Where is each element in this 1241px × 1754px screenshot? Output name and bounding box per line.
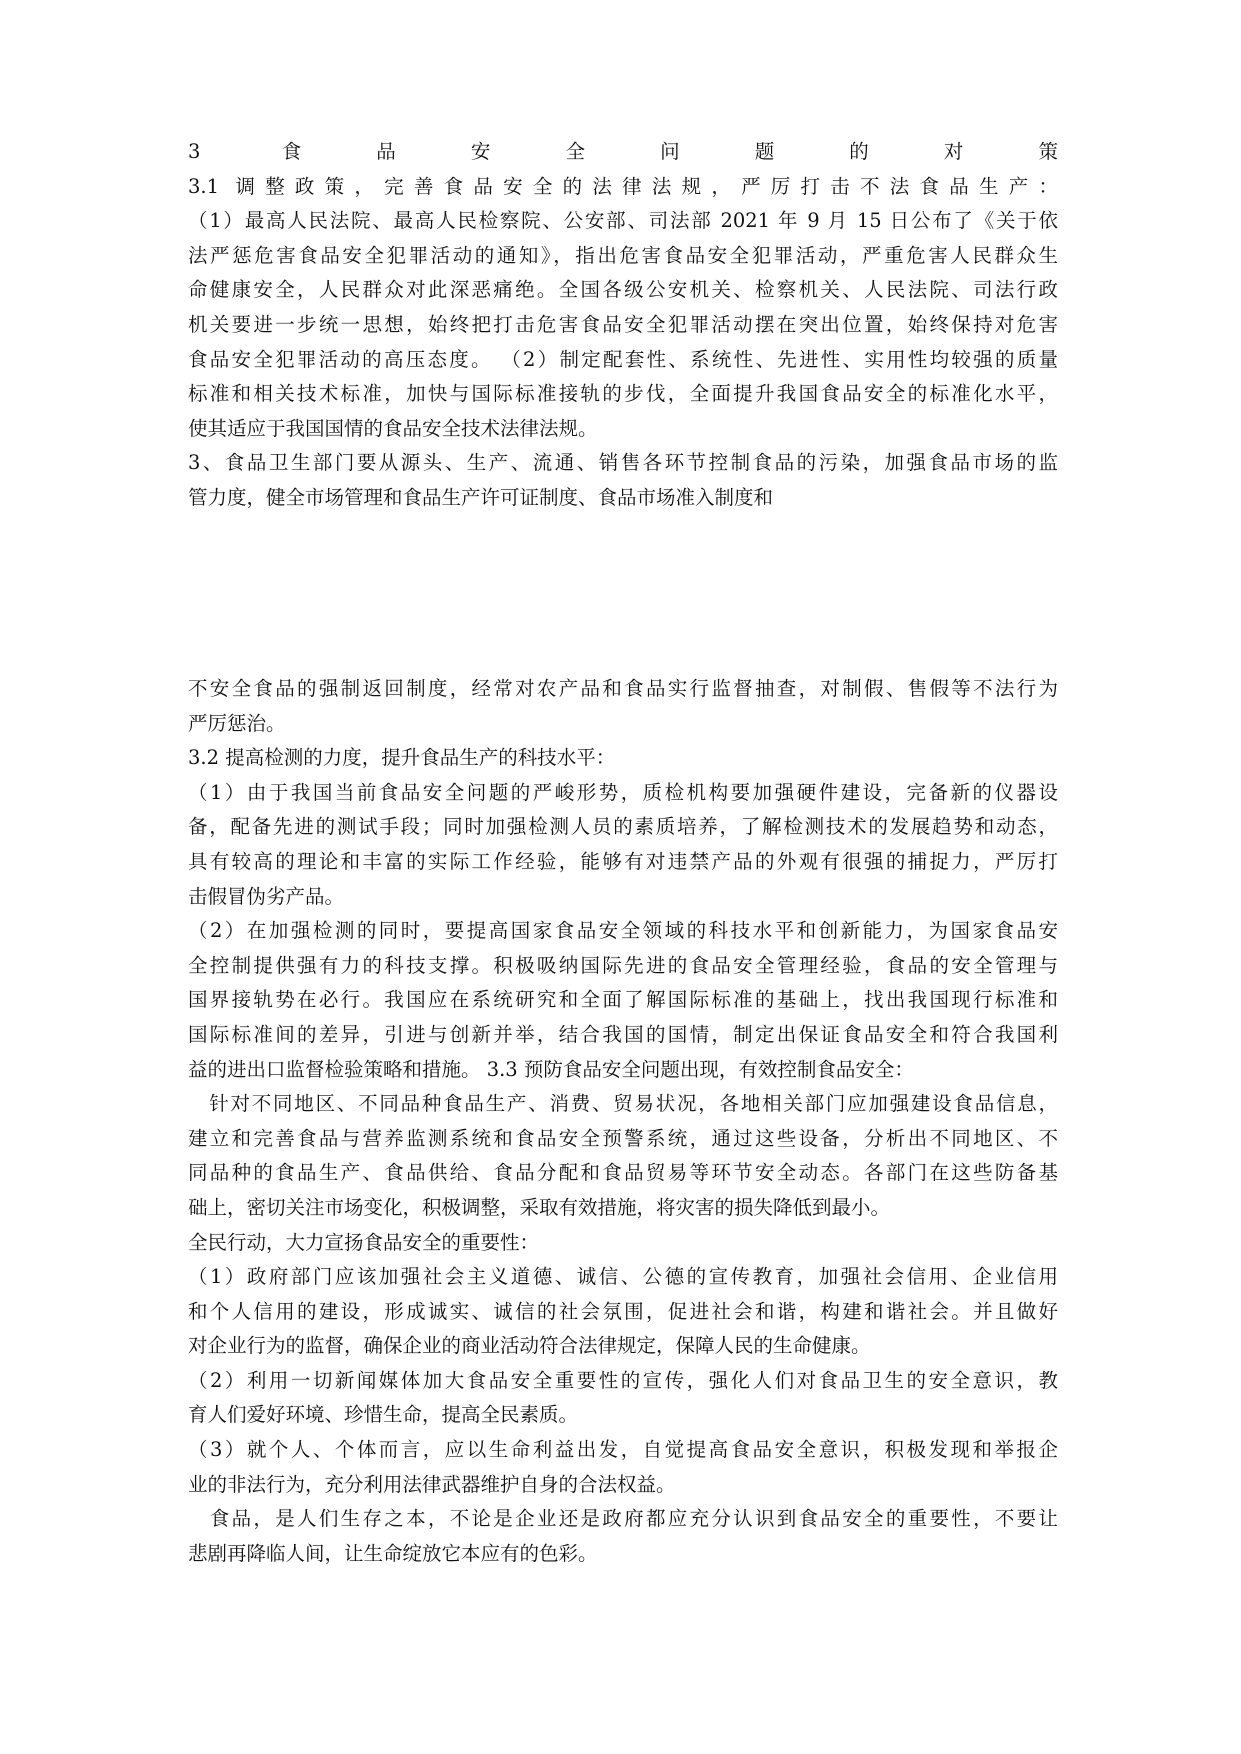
text-line: 标准和相关技术标准，加快与国际标准接轨的步伐，全面提升我国食品安全的标准化水平，	[188, 382, 1058, 406]
text-line: 建立和完善食品与营养监测系统和食品安全预警系统，通过这些设备，分析出不同地区、不	[188, 1126, 1058, 1150]
text-line: 全民行动，大力宣扬食品安全的重要性：	[188, 1230, 540, 1254]
text-line: 法严惩危害食品安全犯罪活动的通知》，指出危害食品安全犯罪活动，严重危害人民群众生	[188, 243, 1058, 267]
text-line: 国界接轨势在必行。我国应在系统研究和全面了解国际标准的基础上，找出我国现行标准和	[188, 988, 1058, 1012]
text-line: 严厉惩治。	[188, 711, 286, 735]
text-block-upper	[188, 135, 1058, 516]
text-line: 机关要进一步统一思想，始终把打击危害食品安全犯罪活动摆在突出位置，始终保持对危害	[188, 312, 1058, 336]
text-line: 悲剧再降临人间，让生命绽放它本应有的色彩。	[188, 1541, 598, 1565]
text-line: 础上，密切关注市场变化，积极调整，采取有效措施，将灾害的损失降低到最小。	[188, 1195, 891, 1219]
text-line: 针对不同地区、不同品种食品生产、消费、贸易状况，各地相关部门应加强建设食品信息，	[188, 1092, 1058, 1116]
text-line: 命健康安全，人民群众对此深恶痛绝。全国各级公安机关、检察机关、人民法院、司法行政	[188, 278, 1058, 302]
text-line: 击假冒伪劣产品。	[188, 884, 345, 908]
text-line: （1）最高人民法院、最高人民检察院、公安部、司法部 2021 年 9 月 15 日公布了《关于依	[188, 209, 1058, 233]
text-line: 备，配备先进的测试手段；同时加强检测人员的素质培养，了解检测技术的发展趋势和动态，	[188, 815, 1058, 839]
text-line: 使其适应于我国国情的食品安全技术法律法规。	[188, 416, 598, 440]
text-line: 国际标准间的差异，引进与创新并举，结合我国的国情，制定出保证食品安全和符合我国利	[188, 1022, 1058, 1046]
text-line: （1）由于我国当前食品安全问题的严峻形势，质检机构要加强硬件建设，完备新的仪器设	[188, 780, 1058, 804]
text-line: 3、食品卫生部门要从源头、生产、流通、销售各环节控制食品的污染，加强食品市场的监	[188, 451, 1058, 475]
text-line: 益的进出口监督检验策略和措施。 3.3 预防食品安全问题出现，有效控制食品安全：	[188, 1057, 914, 1081]
text-line: （3）就个人、个体而言，应以生命利益出发，自觉提高食品安全意识，积极发现和举报企	[188, 1438, 1058, 1462]
text-line: 不安全食品的强制返回制度，经常对农产品和食品实行监督抽查，对制假、售假等不法行为	[188, 677, 1058, 700]
text-line: 具有较高的理论和丰富的实际工作经验，能够有对违禁产品的外观有很强的捕捉力，严厉打	[188, 849, 1058, 873]
text-line: 3.2 提高检测的力度，提升食品生产的科技水平：	[188, 746, 616, 770]
text-line: （2）在加强检测的同时，要提高国家食品安全领域的科技水平和创新能力，为国家食品安	[188, 919, 1058, 943]
text-line: 同品种的食品生产、食品供给、食品分配和食品贸易等环节安全动态。各部门在这些防备基	[188, 1161, 1058, 1185]
text-line: 3.1 调整政策，完善食品安全的法律法规，严厉打击不法食品生产：	[188, 174, 1058, 198]
text-line: （1）政府部门应该加强社会主义道德、诚信、公德的宣传教育，加强社会信用、企业信用	[188, 1265, 1058, 1289]
text-line: 3 食品安全问题的对策	[188, 140, 1058, 163]
text-line: 业的非法行为，充分利用法律武器维护自身的合法权益。	[188, 1472, 676, 1496]
text-line: （2）利用一切新闻媒体加大食品安全重要性的宣传，强化人们对食品卫生的安全意识，教	[188, 1368, 1058, 1392]
text-line: 全控制提供强有力的科技支撑。积极吸纳国际先进的食品安全管理经验，食品的安全管理与	[188, 953, 1058, 977]
text-line: 食品，是人们生存之本，不论是企业还是政府都应充分认识到食品安全的重要性，不要让	[188, 1507, 1058, 1531]
text-line: 管力度，健全市场管理和食品生产许可证制度、食品市场准入制度和	[188, 485, 774, 509]
text-line: 食品安全犯罪活动的高压态度。 （2）制定配套性、系统性、先进性、实用性均较强的质量	[188, 347, 1058, 371]
text-line: 对企业行为的监督，确保企业的商业活动符合法律规定，保障人民的生命健康。	[188, 1334, 871, 1358]
text-line: 育人们爱好环境、珍惜生命，提高全民素质。	[188, 1403, 579, 1427]
text-line: 和个人信用的建设，形成诚实、诚信的社会氛围，促进社会和谐，构建和谐社会。并且做好	[188, 1299, 1058, 1323]
text-block-lower	[188, 672, 1058, 1571]
